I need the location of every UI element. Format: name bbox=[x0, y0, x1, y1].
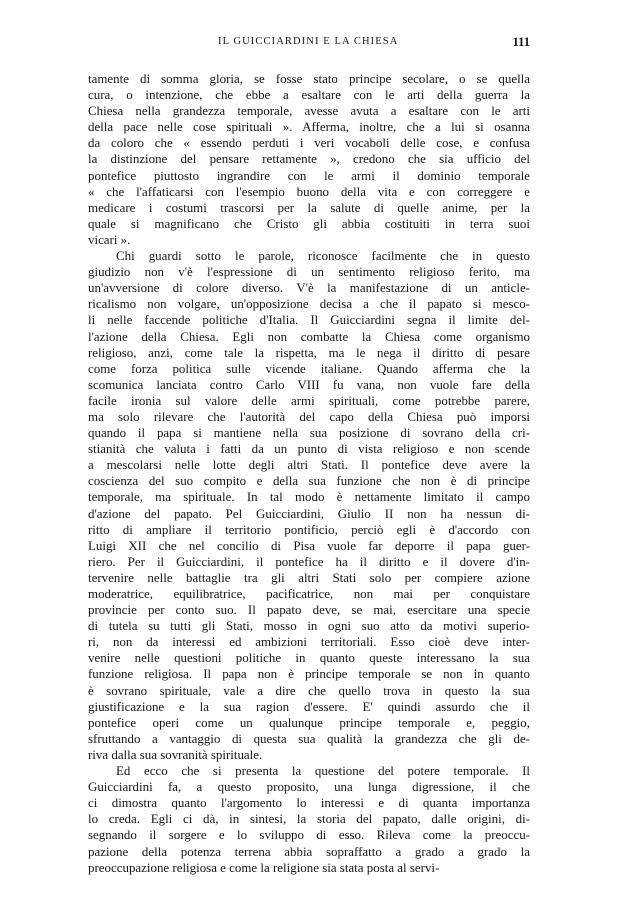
text-line: è sovrano spirituale, vale a dire che quello trova in questo la sua bbox=[88, 682, 530, 698]
text-line: Chi guardi sotto le parole, riconosce facilmente che in questo bbox=[116, 248, 530, 264]
text-line: ritto di ampliare il territorio pontificio, perciò egli è d'accordo con bbox=[88, 521, 530, 537]
text-line: da coloro che « essendo perduti i veri vocaboli delle cose, e confusa bbox=[88, 135, 530, 151]
text-line: cura, o intenzione, che ebbe a esaltare con le arti della guerra la bbox=[88, 87, 530, 103]
text-line: vicari ». bbox=[88, 231, 131, 247]
text-line: preoccupazione religiosa e come la religione sia stata posta al servi- bbox=[88, 859, 440, 875]
text-line: a mescolarsi nelle lotte degli altri Stati. Il pontefice deve avere la bbox=[88, 457, 530, 473]
text-line: sfruttando a vantaggio di questa sua qualità la grandezza che gli de- bbox=[88, 730, 530, 746]
text-line: coscienza del suo compito e della sua funzione che non è di principe bbox=[88, 473, 530, 489]
text-line: venire nelle questioni politiche in quanto queste interessano la sua bbox=[88, 650, 530, 666]
text-line: medicare i costumi trascorsi per la salute di quelle anime, per la bbox=[88, 199, 530, 215]
text-line: moderatrice, equilibratrice, pacificatrice, non mai per conquistare bbox=[88, 586, 530, 601]
text-line: scomunica lanciata contro Carlo VIII fu vana, non vuole fare della bbox=[88, 376, 530, 392]
text-line: pontefice operi come un qualunque principe temporale e, peggio, bbox=[88, 714, 530, 730]
text-line: funzione religiosa. Il papa non è principe temporale se non in quanto bbox=[88, 666, 530, 682]
text-line: un'avversione di colore diverso. V'è la manifestazione di un anticle- bbox=[88, 280, 530, 296]
text-line: Chiesa nella grandezza temporale, avesse avuta a esaltare con le arti bbox=[88, 103, 530, 119]
text-line: d'azione del papato. Pel Guicciardini, Giulio II non ha nessun di- bbox=[88, 505, 530, 521]
text-line: di tutela su tutti gli Stati, mosso in ogni suo atto da motivi superio- bbox=[88, 618, 530, 634]
text-line: l'azione della Chiesa. Egli non combatte la Chiesa come organismo bbox=[88, 328, 530, 344]
text-line: tamente di somma gloria, se fosse stato principe secolare, o se quella bbox=[88, 71, 530, 86]
text-line: giustificazione e la sua ragion d'essere. E' quindi assurdo che il bbox=[88, 698, 530, 714]
text-line: come forza politica sulle vicende italiane. Quando afferma che la bbox=[88, 360, 530, 376]
text-line: quando il papa si mantiene nella sua posizione di sovrano della cri- bbox=[88, 425, 530, 441]
text-line: lo creda. Egli ci dà, in sintesi, la storia del papato, dalle origini, di- bbox=[88, 811, 530, 827]
text-line: giudizio non v'è l'espressione di un sentimento religioso ferito, ma bbox=[88, 264, 530, 280]
text-line: riva dalla sua sovranità spirituale. bbox=[88, 746, 263, 762]
text-line: facile ironia sul valore delle armi spirituali, come potrebbe parere, bbox=[88, 392, 530, 408]
text-line: Ed ecco che si presenta la questione del potere temporale. Il bbox=[116, 763, 530, 779]
text-line: la distinzione del pensare rettamente », credono che sia ufficio del bbox=[88, 151, 530, 167]
text-line: ci dimostra quanto l'argomento lo interessi e di quanta importanza bbox=[88, 795, 530, 811]
text-line: temporale, ma spirituale. In tal modo è nettamente limitato il campo bbox=[88, 489, 530, 505]
body-text bbox=[88, 71, 530, 876]
text-line: provincie per conto suo. Il papato deve, se mai, esercitare una specie bbox=[88, 602, 530, 618]
text-line: Luigi XII che nel concilio di Pisa vuole far deporre il papa guer- bbox=[88, 537, 530, 553]
text-line: religioso, anzi, come tale la rispetta, ma le nega il diritto di pesare bbox=[88, 344, 530, 360]
page-number: 111 bbox=[512, 35, 530, 49]
text-line: riero. Per il Guicciardini, il pontefice ha il diritto e il dovere d'in- bbox=[88, 553, 530, 569]
text-line: li nelle faccende politiche d'Italia. Il Guicciardini segna il limite del- bbox=[88, 312, 530, 328]
running-header bbox=[88, 36, 530, 52]
text-line: della pace nelle cose spirituali ». Afferma, inoltre, che a lui si osanna bbox=[88, 119, 530, 135]
text-line: « che l'affaticarsi con l'esempio buono della vita e con correggere e bbox=[88, 183, 530, 199]
text-line: ricalismo non volgare, un'opposizione decisa a che il papato si mesco- bbox=[88, 296, 530, 312]
text-line: pontefice piuttosto ingrandire con le armi il dominio temporale bbox=[88, 167, 530, 183]
text-line: tervenire nelle battaglie tra gli altri Stati solo per compiere azione bbox=[88, 569, 530, 585]
text-line: quale si magnificano che Cristo gli abbia costituiti in terra suoi bbox=[88, 215, 530, 231]
text-line: segnando il sorgere e lo sviluppo di esso. Rileva come la preoccu- bbox=[88, 827, 530, 843]
running-title: IL GUICCIARDINI E LA CHIESA bbox=[218, 36, 399, 47]
text-line: ma solo rilevare che l'autorità del capo della Chiesa può imporsi bbox=[88, 408, 530, 424]
text-line: Guicciardini fa, a questo proposito, una lunga digressione, il che bbox=[88, 779, 530, 795]
text-line: stianità che valuta i fatti da un punto di vista religioso e non scende bbox=[88, 441, 530, 457]
text-line: ri, non da interessi ed ambizioni territoriali. Esso cioè deve inter- bbox=[88, 634, 530, 650]
text-line: pazione della potenza terrena abbia sopraffatto a grado a grado la bbox=[88, 843, 530, 859]
